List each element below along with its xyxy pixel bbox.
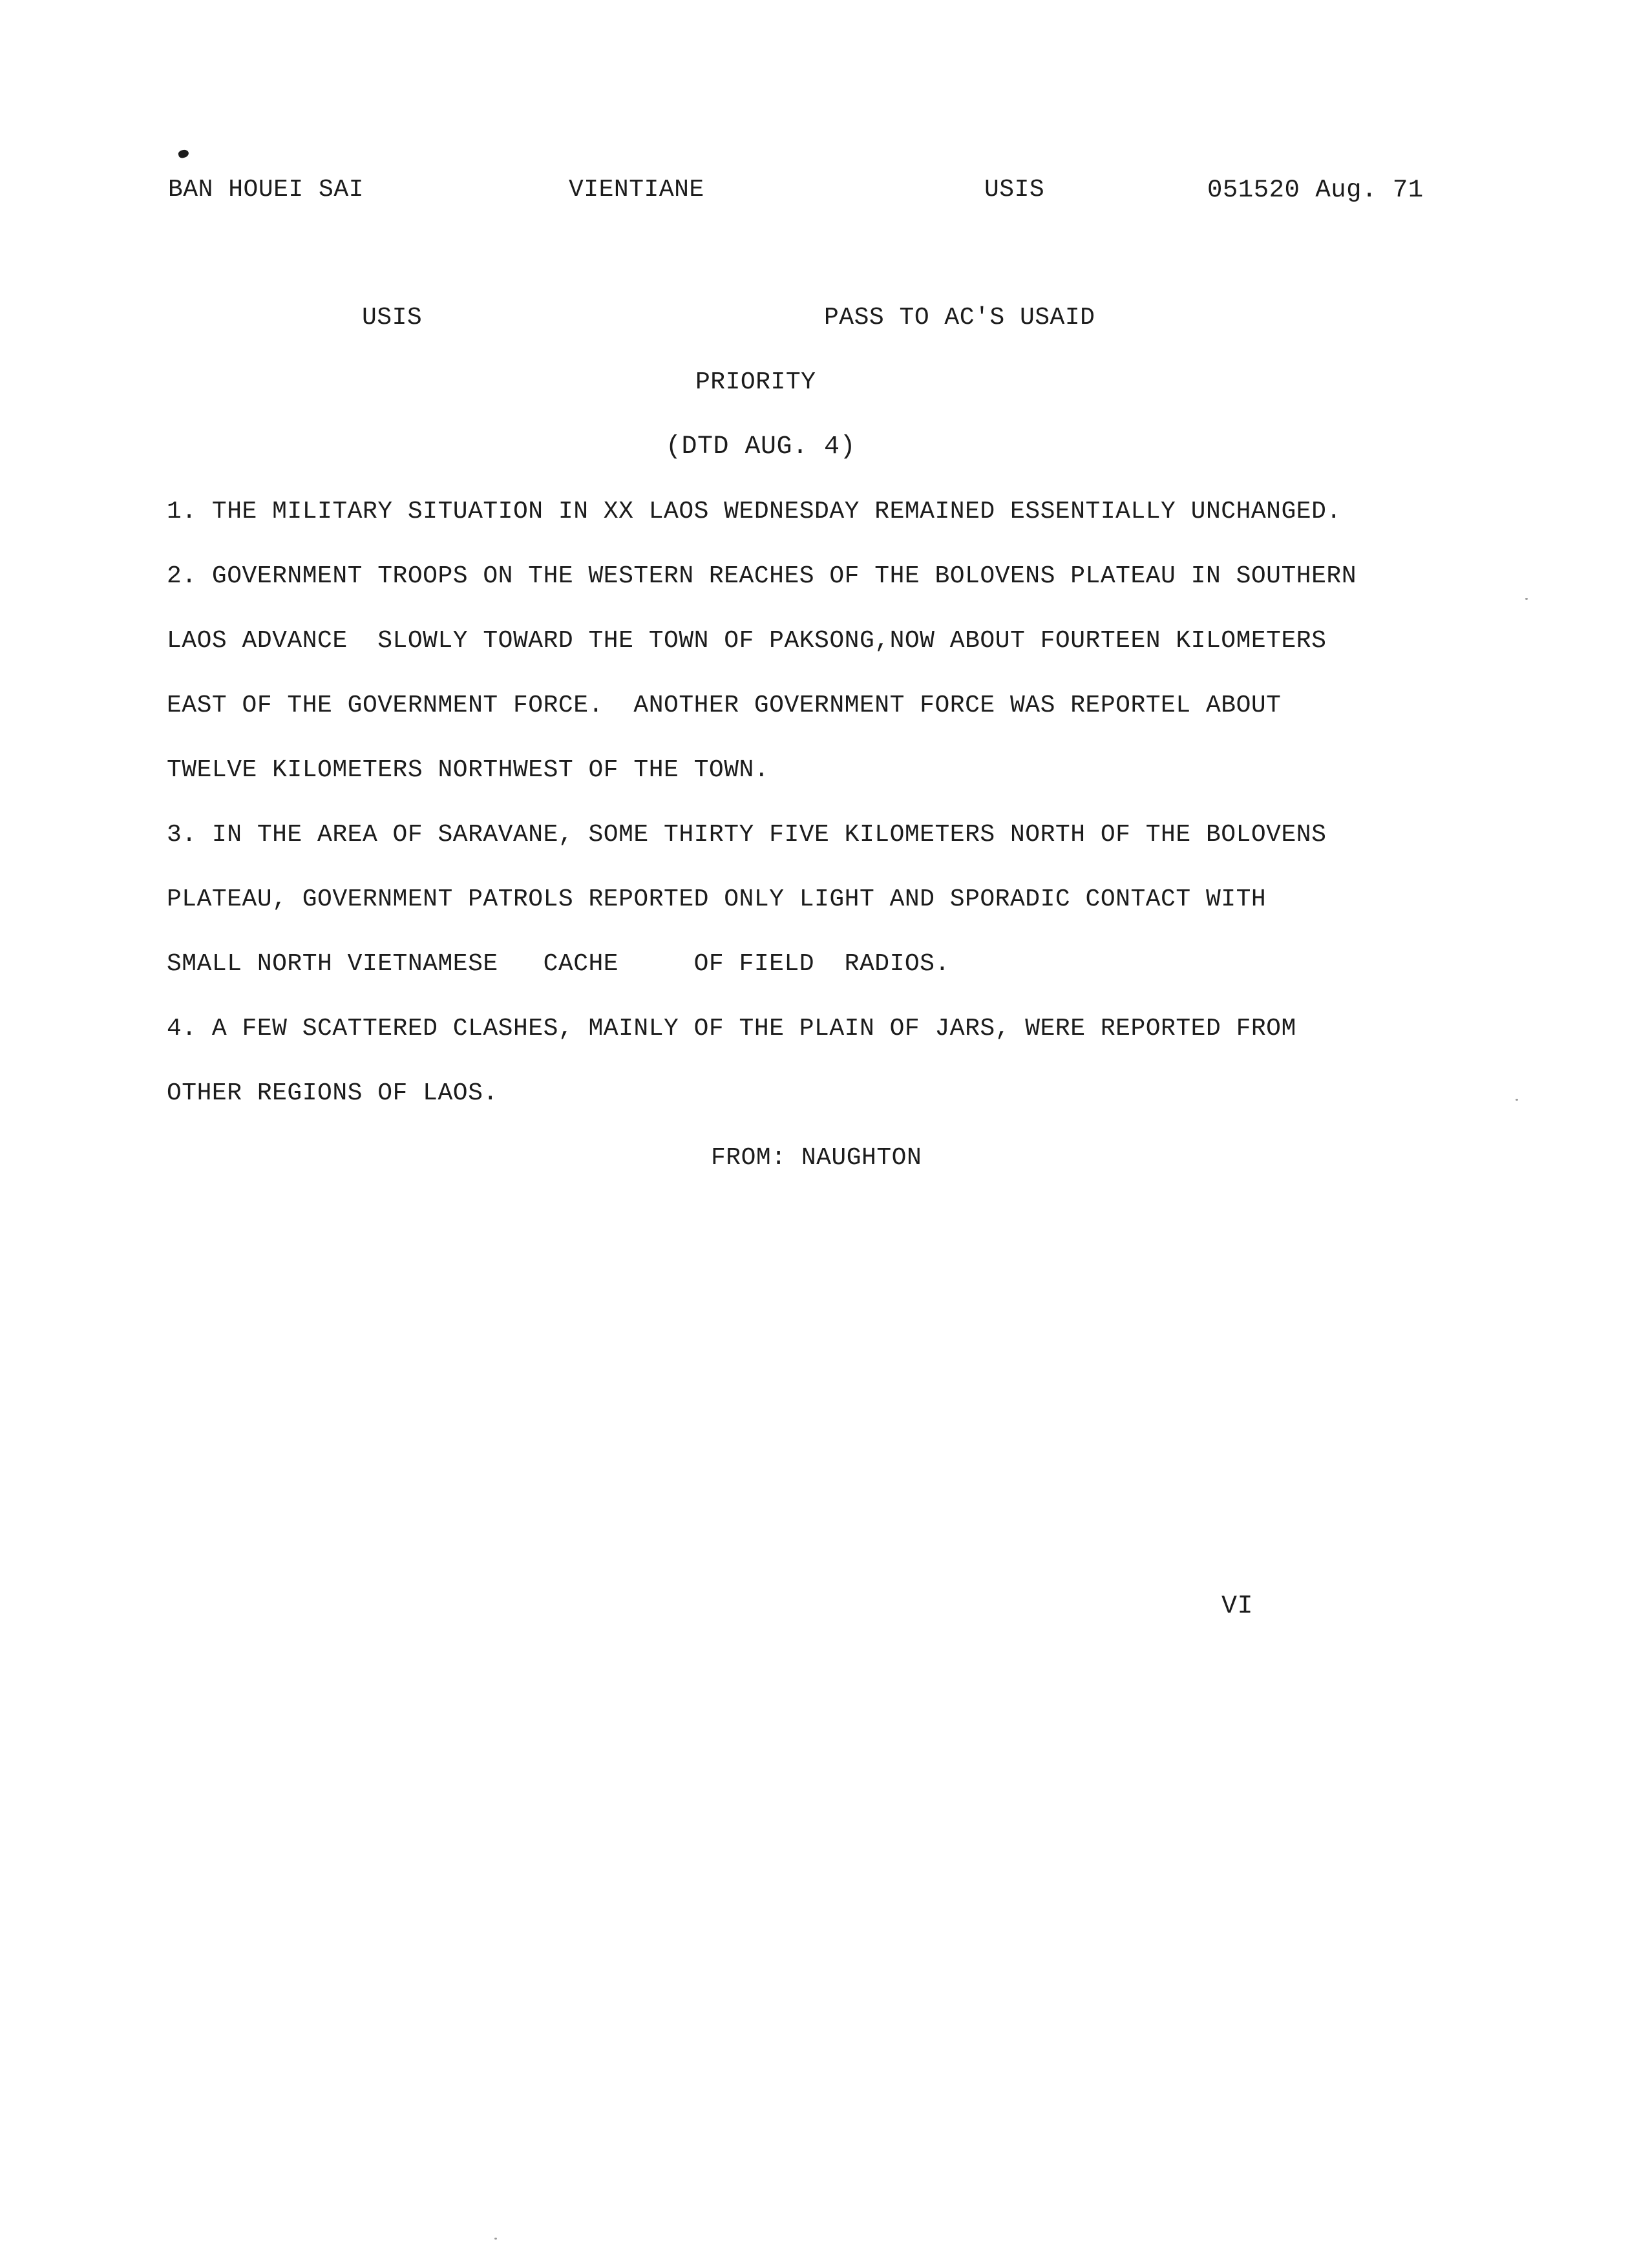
body-line-5: TWELVE KILOMETERS NORTHWEST OF THE TOWN. [167, 756, 770, 784]
body-line-3: LAOS ADVANCE SLOWLY TOWARD THE TOWN OF PAKSONG,NOW ABOUT FOURTEEN KILOMETERS [167, 627, 1327, 655]
header-destination: VIENTIANE [569, 176, 704, 204]
routing-pass: PASS TO AC'S USAID [824, 304, 1095, 332]
page-mark: VI [1221, 1592, 1254, 1621]
header-dtg: 051520 Aug. 71 [1207, 176, 1424, 204]
body-line-1: 1. THE MILITARY SITUATION IN XX LAOS WEDNESDAY REMAINED ESSENTIALLY UNCHANGED. [167, 498, 1342, 525]
body-line-4: EAST OF THE GOVERNMENT FORCE. ANOTHER GOVERNMENT FORCE WAS REPORTEL ABOUT [167, 692, 1282, 719]
routing-to: USIS [362, 304, 423, 332]
body-line-6: 3. IN THE AREA OF SARAVANE, SOME THIRTY FIVE KILOMETERS NORTH OF THE BOLOVENS [167, 821, 1327, 849]
routing-dated: (DTD AUG. 4) [666, 432, 856, 461]
routing-precedence: PRIORITY [695, 368, 816, 396]
scan-speck [1525, 598, 1528, 600]
body-line-8: SMALL NORTH VIETNAMESE CACHE OF FIELD RADIOS. [167, 950, 950, 978]
scan-speck [1516, 1099, 1518, 1101]
body-line-7: PLATEAU, GOVERNMENT PATROLS REPORTED ONLY LIGHT AND SPORADIC CONTACT WITH [167, 885, 1267, 913]
header-agency: USIS [984, 176, 1045, 204]
header-origin: BAN HOUEI SAI [168, 176, 364, 204]
body-line-10: OTHER REGIONS OF LAOS. [167, 1079, 498, 1107]
body-line-2: 2. GOVERNMENT TROOPS ON THE WESTERN REACHES OF THE BOLOVENS PLATEAU IN SOUTHERN [167, 562, 1357, 590]
ink-blot-mark [178, 149, 190, 159]
signature: FROM: NAUGHTON [711, 1144, 922, 1172]
body-line-9: 4. A FEW SCATTERED CLASHES, MAINLY OF THE PLAIN OF JARS, WERE REPORTED FROM [167, 1015, 1296, 1043]
scan-speck [494, 2238, 497, 2240]
